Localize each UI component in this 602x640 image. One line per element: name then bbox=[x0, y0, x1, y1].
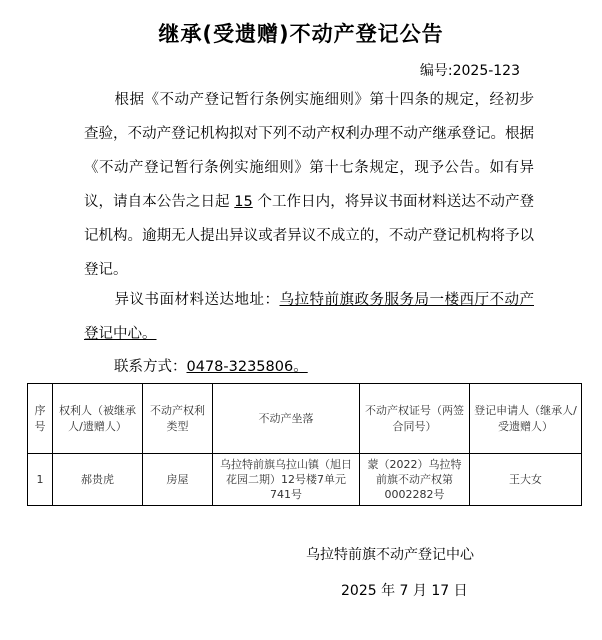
issuing-organization: 乌拉特前旗不动产登记中心 bbox=[306, 547, 474, 563]
header-applicant: 登记申请人（继承人/受遗赠人） bbox=[470, 384, 582, 454]
objection-address-paragraph bbox=[84, 283, 534, 351]
header-serial-no: 序号 bbox=[28, 384, 53, 454]
cell-applicant: 王大女 bbox=[470, 454, 582, 506]
cell-certificate-no: 蒙（2022）乌拉特前旗不动产权第0002282号 bbox=[360, 454, 470, 506]
address-value: 乌拉特前旗政务服务局一楼西厅不动产登记中心。 bbox=[84, 292, 534, 342]
header-certificate-no: 不动产权证号（两签合同号） bbox=[360, 384, 470, 454]
address-label: 异议书面材料送达地址 bbox=[114, 292, 265, 308]
header-location: 不动产坐落 bbox=[213, 384, 360, 454]
header-owner: 权利人（被继承人/遗赠人） bbox=[53, 384, 143, 454]
issue-date: 2025 年 7 月 17 日 bbox=[341, 583, 468, 599]
cell-right-type: 房屋 bbox=[143, 454, 213, 506]
contact-label: 联系方式： bbox=[114, 359, 187, 375]
contact-paragraph bbox=[84, 350, 534, 384]
notice-body-paragraph bbox=[84, 83, 534, 287]
document-number: 编号:2025-123 bbox=[419, 63, 520, 79]
cell-owner: 郝贵虎 bbox=[53, 454, 143, 506]
cell-serial-no: 1 bbox=[28, 454, 53, 506]
body-text-after-days: 个工作日内，将异议书面材料送达不动产登记机构。逾期无人提出异议或者异议不成立的，不动产登记机构将予以登记。 bbox=[84, 194, 535, 278]
objection-days: 15 bbox=[234, 194, 253, 210]
table-header-row bbox=[28, 384, 582, 454]
body-text-before-days: 根据《不动产登记暂行条例实施细则》第十四条的规定，经初步查验，不动产登记机构拟对下列不动产权利办理不动产继承登记。根据《不动产登记暂行条例实施细则》第十七条规定，现予公告。如有异议，请自本公告之日起 bbox=[84, 92, 534, 210]
notice-title: 继承(受遗赠)不动产登记公告 bbox=[158, 22, 444, 46]
cell-location: 乌拉特前旗乌拉山镇（旭日花园二期）12号楼7单元741号 bbox=[213, 454, 360, 506]
address-colon: ： bbox=[264, 292, 280, 308]
header-right-type: 不动产权利类型 bbox=[143, 384, 213, 454]
contact-phone: 0478-3235806。 bbox=[186, 359, 308, 375]
notice-table bbox=[27, 383, 582, 506]
table-row bbox=[28, 454, 582, 506]
